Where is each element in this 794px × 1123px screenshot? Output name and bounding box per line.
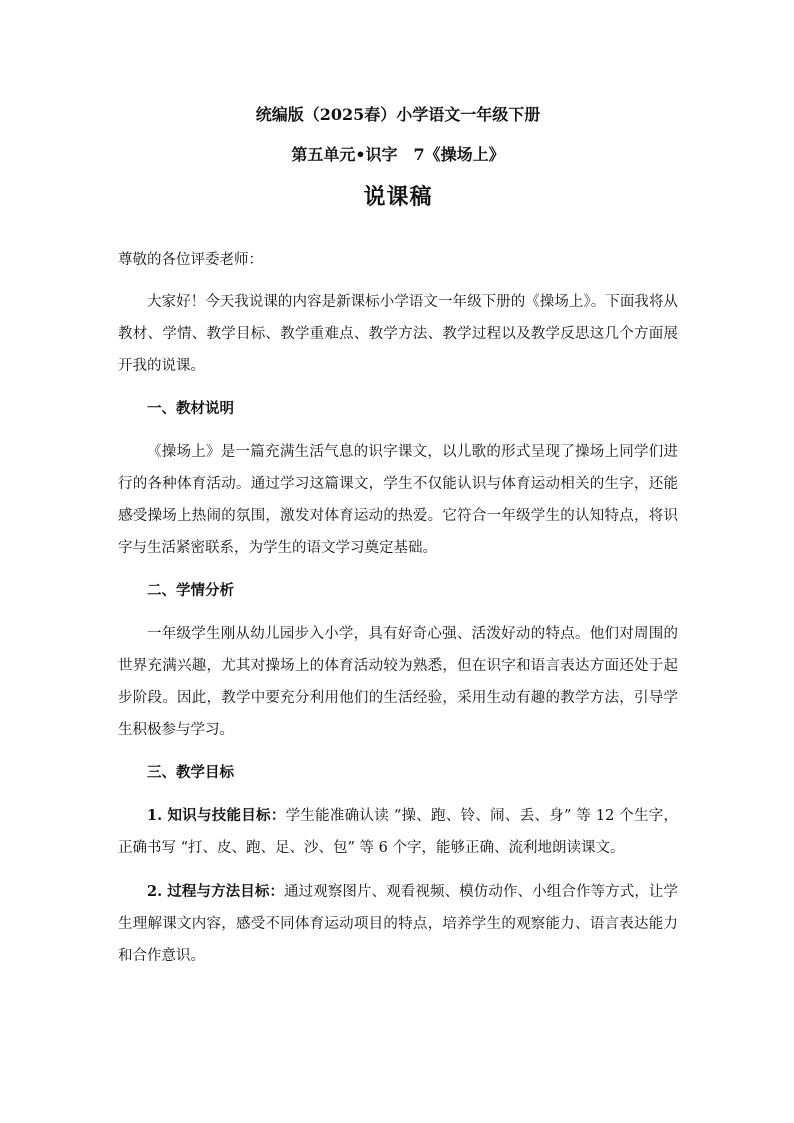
document-title-main: 说课稿 bbox=[363, 184, 433, 210]
intro-paragraph: 大家好！今天我说课的内容是新课标小学语文一年级下册的《操场上》。下面我将从教材、学情、教学目标、教学重难点、教学方法、教学过程以及教学反思这几个方面展开我的说课。 bbox=[118, 294, 678, 374]
section-heading-students: 二、学情分析 bbox=[147, 582, 234, 599]
salutation: 尊敬的各位评委老师： bbox=[118, 252, 263, 268]
document-title-unit: 第五单元•识字 7《操场上》 bbox=[291, 145, 505, 164]
goal-item-text: 通过观察图片、观看视频、模仿动作、小组合作等方式，让学生理解课文内容，感受不同体育运动项目的特点，培养学生的观察能力、语言表达能力和合作意识。 bbox=[118, 884, 679, 964]
section-heading-textbook: 一、教材说明 bbox=[147, 400, 234, 417]
goal-item-lead: 1. 知识与技能目标： bbox=[147, 807, 286, 824]
section-body-students: 一年级学生刚从幼儿园步入小学，具有好奇心强、活泼好动的特点。他们对周围的世界充满兴趣，尤其对操场上的体育活动较为熟悉，但在识字和语言表达方面还处于起步阶段。因此，教学中要充分利用他们的生活经验，采用生动有趣的教学方法，引导学生积极参与学习。 bbox=[118, 626, 678, 738]
section-body-textbook: 《操场上》是一篇充满生活气息的识字课文，以儿歌的形式呈现了操场上同学们进行的各种体育活动。通过学习这篇课文，学生不仅能认识与体育运动相关的生字，还能感受操场上热闹的氛围，激发对体育运动的热爱。它符合一年级学生的认知特点，将识字与生活紧密联系，为学生的语文学习奠定基础。 bbox=[118, 444, 678, 556]
goal-item-knowledge bbox=[118, 800, 678, 864]
document-body bbox=[118, 104, 678, 984]
goal-item-lead: 2. 过程与方法目标： bbox=[147, 883, 285, 900]
goal-item-text: 学生能准确认读 “操、跑、铃、闹、丢、身” 等 12 个生字，正确书写 “打、皮、跑、足、沙、包” 等 6 个字，能够正确、流利地朗读课文。 bbox=[118, 808, 678, 856]
document-title-course: 统编版（2025春）小学语文一年级下册 bbox=[255, 105, 541, 124]
goal-item-process bbox=[118, 876, 678, 972]
section-heading-goals: 三、教学目标 bbox=[147, 764, 234, 781]
